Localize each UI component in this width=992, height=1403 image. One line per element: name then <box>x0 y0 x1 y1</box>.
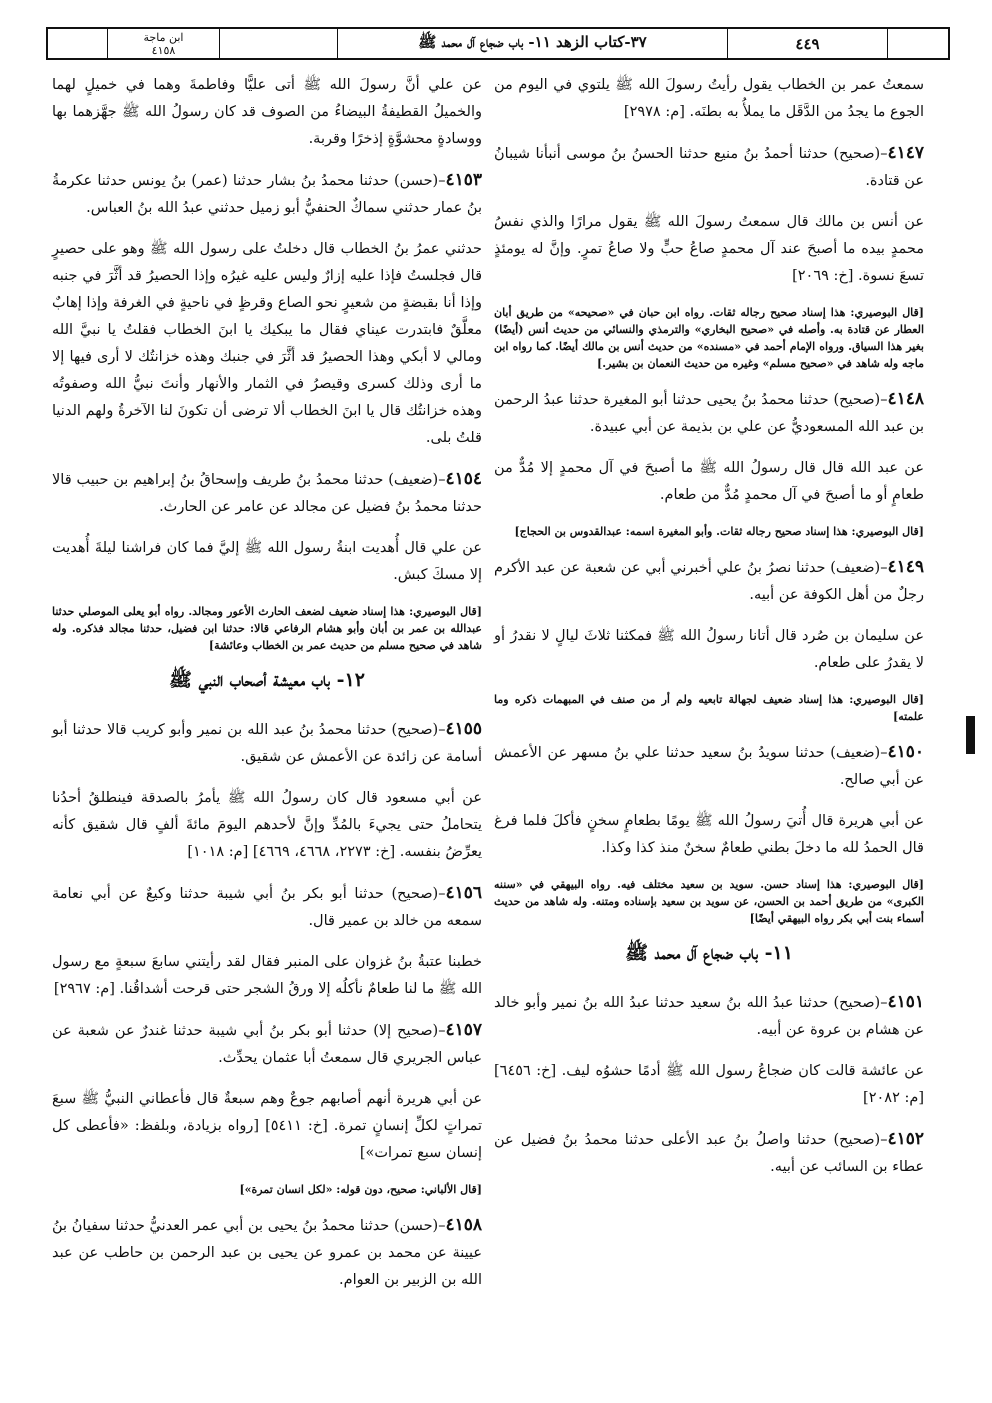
paragraph-text: حدثني عمرُ بنُ الخطاب قال دخلتُ على رسول الله ﷺ وهو على حصيرٍ قال فجلستُ فإذا عليه إزارٌ وليس عليه غيرُه وإذا الحصيرُ قد أثَّرَ في جنبه وإذا أنا بقبضةٍ من شعيرٍ نحو الصاع وقرظٍ في ناحيةٍ في الغرفة وإذا إهابٌ معلَّقٌ فابتدرت عيناي فقال ما يبكيك يا ابنَ الخطاب فقلتُ يا نبيَّ الله ومالي لا أبكي وهذا الحصيرُ قد أثَّرَ في جنبك وهذه خزانتُك لا أرى فيها إلا ما أرى وذلك كسرى وقيصرُ في الثمار والأنهار وأنتَ نبيُّ الله وصفوتُه وهذه خزانتُك قال يا ابنَ الخطاب ألا ترضى أن تكونَ لنا الآخرةُ ولهم الدنيا قلتُ بلى. <box>52 241 483 446</box>
paragraph-text: [قال البوصيري: هذا إسناد صحيح رجاله ثقات. وأبو المغيرة اسمه: عبدالقدوس بن الحجاج] <box>514 525 924 538</box>
hadith-paragraph <box>52 949 482 1003</box>
hadith-number: ٤١٥٦ <box>445 883 482 903</box>
header-ref-range: ٤١٥٨ <box>151 43 176 57</box>
paragraph-text: [قال البوصيري: هذا إسناد حسن. سويد بن سعيد مختلف فيه. رواه البيهقي في «سننه الكبرى» من طريق أحمد بن الحسن، عن سويد بن سعيد بإسناده ومتنه. وله شاهد من حديث أسماء بنت أبي بكر رواه البيهقي أيضًا] <box>494 878 925 925</box>
paragraph-text: (صحيح إلا) حدثنا أبو بكر بنُ أبي شيبة حدثنا غندرٌ عن شعبة عن عباس الجريري قال سمعتُ أبا عثمان يحدِّث. <box>52 1023 482 1066</box>
paragraph-text: [قال البوصيري: هذا إسناد ضعيف لضعف الحارث الأعور ومجالد. رواه أبو يعلى الموصلي حدثنا عبدالله بن عمر بن أبان وأبو هشام الرفاعي قالا: حدثنا ابن فضيل، حدثنا مجالد فذكره. وله شاهد في صحيح مسلم من حديث عمر بن الخطاب وعائشة] <box>52 605 482 652</box>
paragraph-text: (ضعيف) حدثنا سويدُ بنُ سعيد حدثنا علي بنُ مسهر عن الأعمش عن أبي صالح. <box>494 745 924 788</box>
paragraph-text: خطبنا عتبةُ بنُ غزوان على المنبر فقال لقد رأيتني سابعَ سبعةٍ مع رسول الله ﷺ ما لنا طعامٌ نأكلُه إلا ورقُ الشجر حتى قرحت أشداقُنا. [م: ٢٩٦٧] <box>52 954 482 997</box>
page-number: ٤٤٩ <box>728 29 888 58</box>
hadith-paragraph <box>52 72 482 153</box>
hadith-paragraph <box>494 455 924 509</box>
paragraph-text: عن علي أنَّ رسولَ الله ﷺ أتى عليًّا وفاطمةَ وهما في خميلٍ لهما والخميلُ القطيفةُ البيضاءُ من الصوف قد كان رسولُ الله ﷺ جهَّزهما بها ووسادةٍ محشوَّةٍ إذخرًا وقربة. <box>52 77 482 147</box>
hadith-paragraph <box>494 209 924 290</box>
hadith-number: ٤١٥٣ <box>445 170 482 190</box>
hadith-paragraph <box>52 535 482 589</box>
hadith-number: ٤١٥٧ <box>445 1020 482 1040</box>
paragraph-text: (ضعيف) حدثنا نصرُ بنُ علي أخبرني أبي عن شعبة عن عبد الأكرم رجلٌ من أهل الكوفة عن أبيه. <box>494 560 924 603</box>
hadith-paragraph: ٤١٥٨–(حسن) حدثنا محمدُ بنُ يحيى بن أبي عمر العدنيُّ حدثنا سفيانُ بنُ عيينة عن محمد بن عمرو عن يحيى بن عبد الرحمن بن حاطب عن عبد الله بن الزبير بن العوام. <box>52 1215 482 1288</box>
hadith-paragraph: ٤١٥٤–(ضعيف) حدثنا محمدُ بنُ طريف وإسحاقُ بنُ إبراهيم بن حبيب قالا حدثنا محمدُ بنُ فضيل عن مجالد عن عامر عن الحارث. <box>52 469 482 515</box>
header-title: ٣٧-كتاب الزهد ١١- باب ضجاع آل محمد ﷺ <box>338 29 728 58</box>
hadith-paragraph: ٤١٥٦–(صحيح) حدثنا أبو بكر بنُ أبي شيبة حدثنا وكيعٌ عن أبي نعامة سمعه من خالد بن عمير قال. <box>52 883 482 929</box>
hadith-paragraph <box>52 236 482 452</box>
margin-tab-mark <box>966 716 975 754</box>
paragraph-text: (ضعيف) حدثنا محمدُ بنُ طريف وإسحاقُ بنُ إبراهيم بن حبيب قالا حدثنا محمدُ بنُ فضيل عن مجالد عن عامر عن الحارث. <box>52 472 482 515</box>
page-header <box>46 27 950 60</box>
hadith-number: ٤١٤٨ <box>887 389 924 409</box>
hadith-number: ٤١٥١ <box>887 992 924 1012</box>
paragraph-text: (صحيح) حدثنا عبدُ الله بنُ سعيد حدثنا عبدُ الله بنُ نمير وأبو خالد عن هشام بن عروة عن أبيه. <box>494 995 924 1038</box>
header-blank-cell <box>888 29 948 58</box>
hadith-paragraph: ٤١٤٧–(صحيح) حدثنا أحمدُ بنُ منيع حدثنا الحسنُ بنُ موسى أنبأنا شيبانُ عن قتادة. <box>494 143 924 189</box>
chapter-heading: ١١- باب ضجاع آل محمد ﷺ <box>625 942 793 964</box>
hadith-paragraph: ٤١٥٣–(حسن) حدثنا محمدُ بنُ بشار حدثنا (عمر) بنُ يونس حدثنا عكرمةُ بنُ عمار حدثني سماكٌ الحنفيُّ أبو زميل حدثني عبدُ الله بنُ العباس. <box>52 170 482 216</box>
hadith-paragraph: ٤١٥٥–(صحيح) حدثنا محمدُ بنُ عبد الله بن نمير وأبو كريب قالا حدثنا أبو أسامة عن زائدة عن الأعمش عن شقيق. <box>52 719 482 765</box>
footnote <box>494 691 924 725</box>
hadith-number: ٤١٥٠ <box>887 742 924 762</box>
paragraph-text: (صحيح) حدثنا أبو بكر بنُ أبي شيبة حدثنا وكيعٌ عن أبي نعامة سمعه من خالد بن عمير قال. <box>52 886 482 929</box>
paragraph-text: (صحيح) حدثنا أحمدُ بنُ منيع حدثنا الحسنُ بنُ موسى أنبأنا شيبانُ عن قتادة. <box>494 146 924 189</box>
hadith-paragraph <box>494 72 924 126</box>
paragraph-text: سمعتُ عمر بن الخطاب يقول رأيتُ رسولَ الله ﷺ يلتوي في اليوم من الجوع ما يجدُ من الدَّقَل ما يملأُ به بطنَه. [م: ٢٩٧٨] <box>494 77 924 120</box>
header-ref-book: ابن ماجة <box>143 30 184 44</box>
footnote <box>494 876 924 927</box>
hadith-number: ٤١٤٩ <box>887 557 924 577</box>
paragraph-text: (صحيح) حدثنا محمدُ بنُ عبد الله بن نمير وأبو كريب قالا حدثنا أبو أسامة عن زائدة عن الأعمش عن شقيق. <box>52 722 482 765</box>
hadith-paragraph: ٤١٥٠–(ضعيف) حدثنا سويدُ بنُ سعيد حدثنا علي بنُ مسهر عن الأعمش عن أبي صالح. <box>494 742 924 788</box>
hadith-paragraph <box>52 1086 482 1167</box>
paragraph-text: عن سليمان بن صُرد قال أتانا رسولُ الله ﷺ فمكثنا ثلاثَ ليالٍ لا نقدرُ أو لا يقدرُ على طعام. <box>494 628 924 671</box>
paragraph-text: عن عبد الله قال قال رسولُ الله ﷺ ما أصبحَ في آل محمدٍ إلا مُدٌّ من طعامٍ أو ما أصبحَ في آل محمدٍ مُدٌّ من طعام. <box>494 460 924 503</box>
paragraph-text: عن أنس بن مالك قال سمعتُ رسولَ الله ﷺ يقول مرارًا والذي نفسُ محمدٍ بيده ما أصبحَ عند آل محمدٍ صاعُ حبٍّ ولا صاعُ تمرٍ. وإنَّ له يومئذٍ تسعَ نسوة. [خ: ٢٠٦٩] <box>494 214 924 284</box>
hadith-paragraph <box>494 1058 924 1112</box>
hadith-number: ٤١٥٥ <box>445 719 482 739</box>
paragraph-text: عن علي قال أُهديت ابنةُ رسول الله ﷺ إليَّ فما كان فراشنا ليلةَ أُهديت إلا مسكَ كبش. <box>52 540 482 583</box>
footnote <box>52 1181 482 1198</box>
hadith-paragraph: ٤١٤٩–(ضعيف) حدثنا نصرُ بنُ علي أخبرني أبي عن شعبة عن عبد الأكرم رجلٌ من أهل الكوفة عن أبيه. <box>494 557 924 603</box>
hadith-paragraph <box>52 785 482 866</box>
header-reference <box>108 29 220 58</box>
hadith-number: ٤١٥٢ <box>887 1129 924 1149</box>
hadith-paragraph: ٤١٥١–(صحيح) حدثنا عبدُ الله بنُ سعيد حدثنا عبدُ الله بنُ نمير وأبو خالد عن هشام بن عروة عن أبيه. <box>494 992 924 1038</box>
header-blank-cell <box>220 29 338 58</box>
paragraph-text: (حسن) حدثنا محمدُ بنُ بشار حدثنا (عمر) بنُ يونس حدثنا عكرمةُ بنُ عمار حدثني سماكٌ الحنفيُّ أبو زميل حدثني عبدُ الله بنُ العباس. <box>52 173 482 216</box>
left-column <box>52 72 482 1308</box>
footnote <box>494 523 924 540</box>
paragraph-text: عن أبي هريرة أنهم أصابهم جوعٌ وهم سبعةٌ قال فأعطاني النبيُّ ﷺ سبعَ تمراتٍ لكلِّ إنسانٍ تمرة. [خ: ٥٤١١] [رواه بزيادة، وبلفظ: «فأعطى كل إنسان سبع تمرات»] <box>52 1091 482 1161</box>
hadith-number: ٤١٥٨ <box>445 1215 482 1235</box>
paragraph-text: (حسن) حدثنا محمدُ بنُ يحيى بن أبي عمر العدنيُّ حدثنا سفيانُ بنُ عيينة عن محمد بن عمرو عن يحيى بن عبد الرحمن بن حاطب عن عبد الله بن الزبير بن العوام. <box>52 1218 482 1288</box>
footnote <box>52 603 482 654</box>
paragraph-text: (صحيح) حدثنا واصلُ بنُ عبد الأعلى حدثنا محمدُ بنُ فضيل عن عطاء بن السائب عن أبيه. <box>494 1132 924 1175</box>
footnote <box>494 304 924 372</box>
hadith-paragraph: ٤١٥٢–(صحيح) حدثنا واصلُ بنُ عبد الأعلى حدثنا محمدُ بنُ فضيل عن عطاء بن السائب عن أبيه. <box>494 1129 924 1175</box>
hadith-number: ٤١٤٧ <box>887 143 924 163</box>
hadith-paragraph: ٤١٥٧–(صحيح إلا) حدثنا أبو بكر بنُ أبي شيبة حدثنا غندرٌ عن شعبة عن عباس الجريري قال سمعتُ أبا عثمان يحدِّث. <box>52 1020 482 1066</box>
chapter-heading: ١٢- باب معيشة أصحاب النبي ﷺ <box>169 669 365 691</box>
hadith-paragraph <box>494 623 924 677</box>
paragraph-text: [قال الألباني: صحيح، دون قوله: «لكل انسان تمرة»] <box>239 1183 482 1196</box>
hadith-paragraph: ٤١٤٨–(صحيح) حدثنا محمدُ بنُ يحيى حدثنا أبو المغيرة حدثنا عبدُ الرحمن بن عبد الله المسعوديُّ عن علي بن بذيمة عن أبي عبيدة. <box>494 389 924 435</box>
hadith-number: ٤١٥٤ <box>445 469 482 489</box>
paragraph-text: عن أبي مسعود قال كان رسولُ الله ﷺ يأمرُ بالصدقة فينطلقُ أحدُنا يتحاملُ حتى يجيءَ بالمُدِّ وإنَّ لأحدهم اليومَ مائةَ ألفٍ قال شقيق كأنه يعرِّضُ بنفسه. [خ: ٢٢٧٣، ٤٦٦٨، ٤٦٦٩] [م: ١٠١٨] <box>52 790 482 860</box>
right-column <box>494 72 924 1195</box>
hadith-paragraph <box>494 808 924 862</box>
paragraph-text: [قال البوصيري: هذا إسناد صحيح رجاله ثقات. رواه ابن حبان في «صحيحه» من طريق أبان العطار عن قتادة به. وأصله في «صحيح البخاري» والترمذي والنسائي من حديث أنس (أيضًا) بغير هذا السياق. ورواه الإمام أحمد في «مسنده» من حديث أنس بن مالك أيضًا. كما رواه ابن ماجه وله شاهد في «صحيح مسلم» وغيره من حديث النعمان بن بشير.] <box>494 306 924 370</box>
header-blank-cell <box>48 29 108 58</box>
paragraph-text: عن أبي هريرة قال أُتيَ رسولُ الله ﷺ يومًا بطعامٍ سخنٍ فأكلَ فلما فرغ قال الحمدُ لله ما دخلَ بطني طعامٌ سخنٌ منذ كذا وكذا. <box>494 813 924 856</box>
paragraph-text: (صحيح) حدثنا محمدُ بنُ يحيى حدثنا أبو المغيرة حدثنا عبدُ الرحمن بن عبد الله المسعوديُّ عن علي بن بذيمة عن أبي عبيدة. <box>494 392 924 435</box>
paragraph-text: [قال البوصيري: هذا إسناد ضعيف لجهالة تابعيه ولم أر من صنف في المبهمات ذكره وما علمته] <box>494 693 924 723</box>
paragraph-text: عن عائشة قالت كان ضجاعُ رسول الله ﷺ أدمًا حشوُه ليف. [خ: ٦٤٥٦] [م: ٢٠٨٢] <box>494 1063 924 1106</box>
